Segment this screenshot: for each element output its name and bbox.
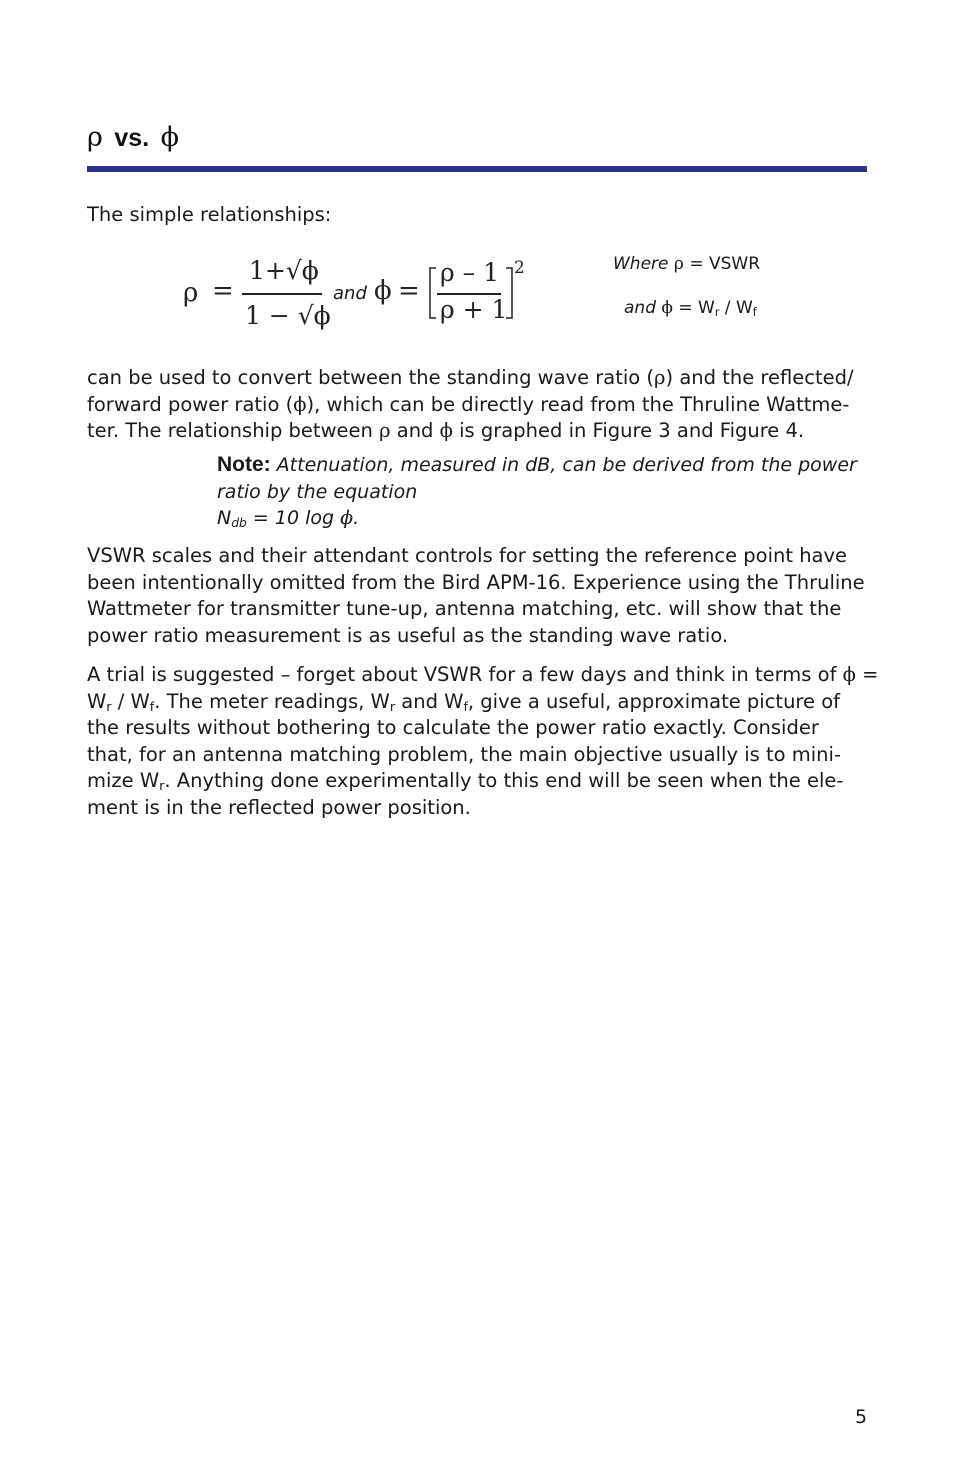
eq-fraction1-bar: [242, 293, 322, 295]
heading-rule: [87, 166, 867, 172]
where-phi: ϕ: [661, 298, 673, 318]
paragraph-3-line-2: $W_r / W_f$. The meter readings, $W_r$ and $W_f$, give a useful, approximate picture of: [87, 689, 841, 714]
note-equation: $N_{db} = 10$ log ϕ.: [217, 507, 360, 530]
note-label: Note:: [217, 453, 271, 476]
eq-and: and: [333, 283, 367, 304]
page-number: 5: [855, 1406, 868, 1428]
paragraph-1-line-3: ter. The relationship between ρ and ϕ is graphed in Figure 3 and Figure 4.: [87, 419, 805, 442]
paragraph-2-line: been intentionally omitted from the Bird APM-16. Experience using the Thruline: [87, 570, 865, 594]
eq-fraction1-denominator: 1 − √ϕ: [245, 301, 331, 330]
paragraph-3: [87, 662, 877, 821]
eq-fraction2-denominator: ρ + 1: [440, 295, 508, 324]
eq-fraction2-numerator: ρ – 1: [440, 258, 499, 287]
where-line-2: [624, 298, 757, 318]
where-and: and: [624, 298, 656, 318]
paragraph-3-line-5: mize $W_r$. Anything done experimentally to this end will be seen when the ele-: [87, 769, 844, 793]
paragraph-2-line: power ratio measurement is as useful as the standing wave ratio.: [87, 623, 729, 647]
section-heading: [87, 122, 179, 153]
where-word: Where: [613, 254, 669, 274]
paragraph-3-line-3: the results without bothering to calculate the power ratio exactly. Consider: [87, 716, 819, 739]
where-slash-w: / W: [719, 298, 753, 318]
eq-phi: ϕ: [374, 276, 392, 306]
heading-rho: ρ: [87, 122, 103, 153]
paragraph-3-line-4: that, for an antenna matching problem, the main objective usually is to mini-: [87, 742, 841, 766]
where-sub-f: f: [752, 306, 757, 319]
paragraph-2: [87, 543, 877, 649]
where-vswr: = VSWR: [689, 254, 761, 274]
note-line-2: ratio by the equation: [217, 480, 418, 503]
eq-exponent: 2: [514, 258, 525, 278]
paragraph-3-line-6: ment is in the reflected power position.: [87, 795, 471, 819]
eq-equals-2: =: [398, 276, 420, 306]
paragraph-1-line-2: forward power ratio (ϕ), which can be directly read from the Thruline Wattme-: [87, 392, 850, 416]
where-rho: ρ: [673, 254, 684, 274]
paragraph-1-line-1: can be used to convert between the standing wave ratio (ρ) and the reflected/: [87, 366, 854, 389]
heading-phi: ϕ: [160, 122, 180, 153]
note-box: [217, 452, 867, 532]
eq-rho: ρ: [183, 278, 199, 308]
where-sub-r: r: [714, 306, 720, 319]
note-line-1: [217, 452, 867, 479]
intro-text: The simple relationships:: [87, 203, 332, 226]
paragraph-1: [87, 365, 877, 445]
paragraph-3-line-1: A trial is suggested – forget about VSWR for a few days and think in terms of ϕ =: [87, 663, 879, 686]
eq-fraction1-numerator: 1+√ϕ: [249, 256, 319, 285]
eq-equals-1: =: [212, 276, 234, 306]
paragraph-2-line: Wattmeter for transmitter tune-up, antenna matching, etc. will show that the: [87, 597, 842, 620]
paragraph-2-line: VSWR scales and their attendant controls for setting the reference point have: [87, 544, 848, 567]
note-text-1: Attenuation, measured in dB, can be derived from the power: [276, 454, 857, 476]
heading-vs: vs.: [114, 124, 150, 152]
where-w: = W: [678, 298, 715, 318]
where-line-1: [613, 254, 760, 274]
